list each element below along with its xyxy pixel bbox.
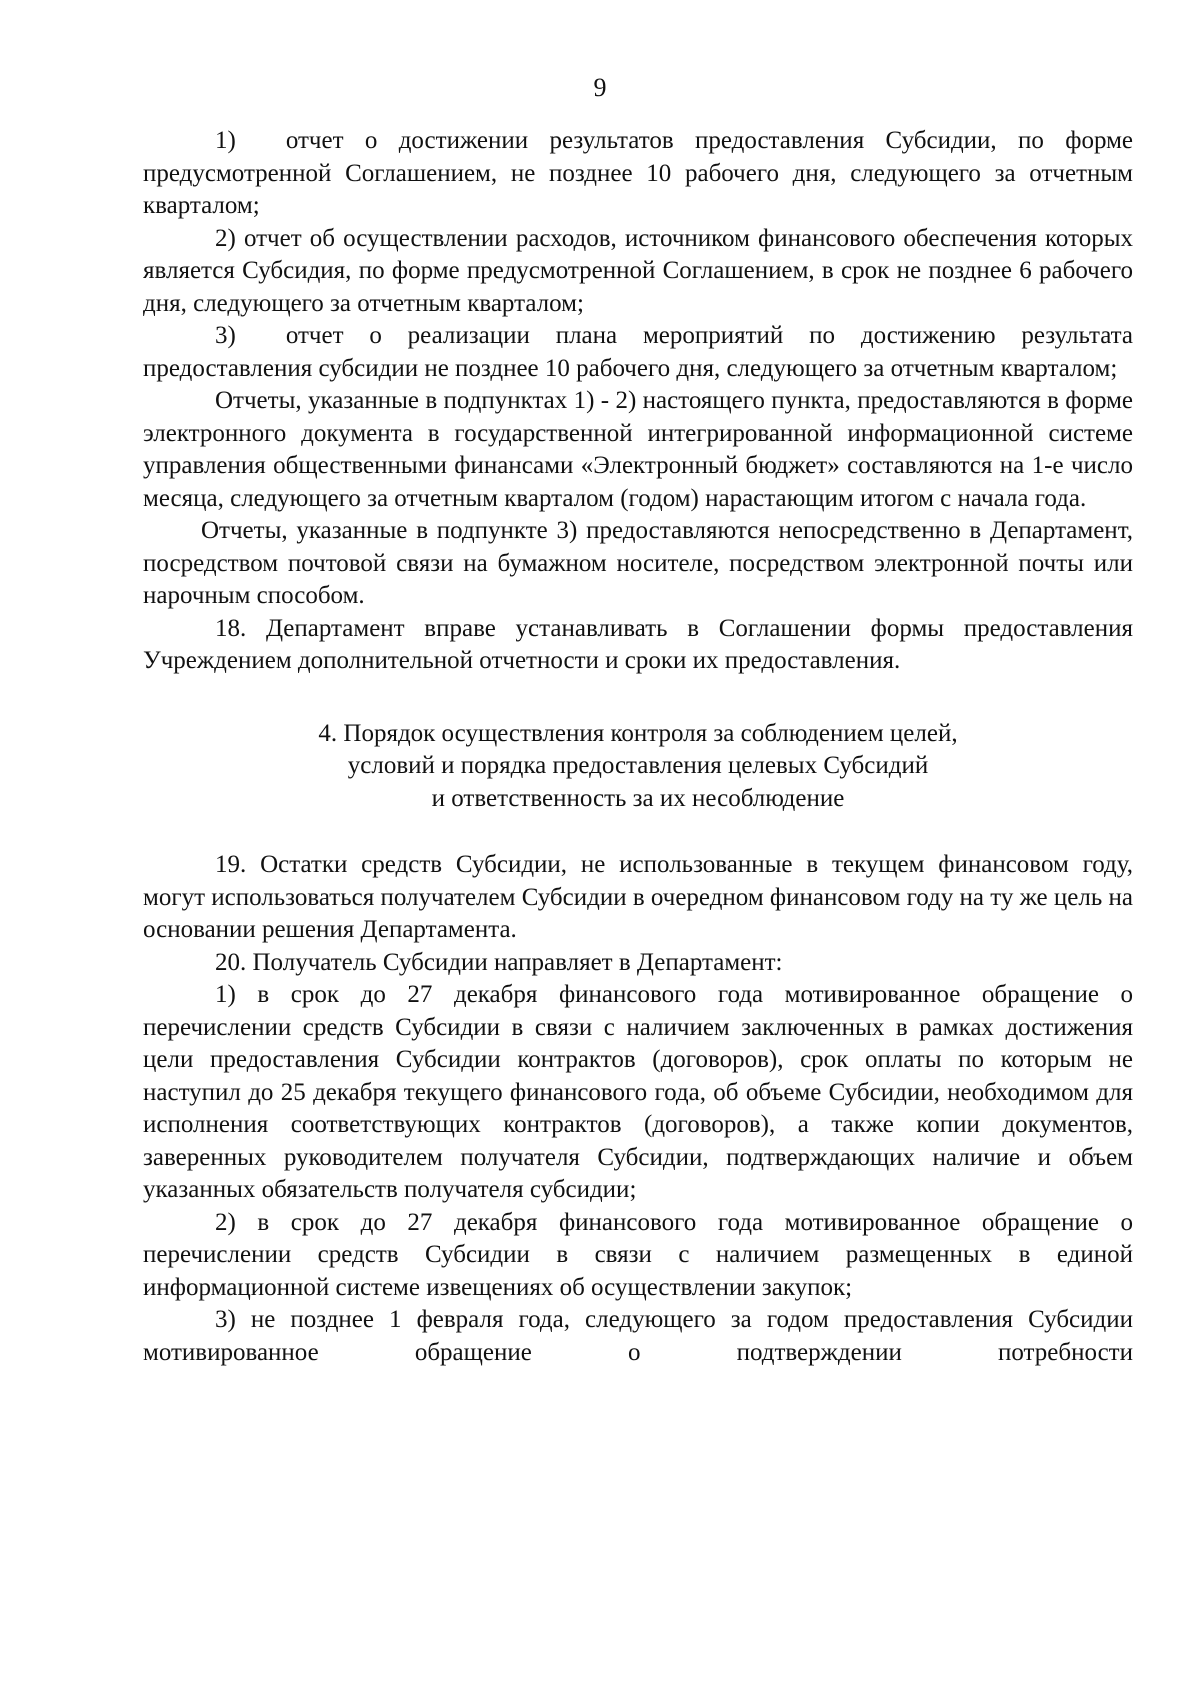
paragraph-reports-electronic: Отчеты, указанные в подпунктах 1) - 2) настоящего пункта, предоставляются в форме электронного документа в государственной интегрированной информационной системе управления общественными финансами «Электронный бюджет» составляются на 1-е число месяца, следующего за отчетным кварталом (годом) нарастающим итогом с начала года. [143,387,1133,512]
paragraph-item-20-1: 1) в срок до 27 декабря финансового года мотивированное обращение о перечислении средств Субсидии в связи с наличием заключенных в рамках достижения цели предоставления Субсидии контрактов (договоров), срок оплаты по которым не наступил до 25 декабря текущего финансового года, об объеме Субсидии, необходимом для исполнения соответствующих контрактов (договоров), а также копии документов, заверенных руководителем получателя Субсидии, подтверждающих наличие и объем указанных обязательств получателя субсидии; [143,981,1133,1203]
paragraph-item-19: 19. Остатки средств Субсидии, не использованные в текущем финансовом году, могут использоваться получателем Субсидии в очередном финансовом году на ту же цель на основании решения Департамента. [143,851,1133,943]
page-number: 9 [593,73,607,102]
section-heading [143,718,1133,816]
paragraph-reports-paper: Отчеты, указанные в подпункте 3) предоставляются непосредственно в Департамент, посредством почтовой связи на бумажном носителе, посредством электронной почты или нарочным способом. [143,517,1133,609]
document-body [143,125,1133,1369]
paragraph-item-20-3: 3) не позднее 1 февраля года, следующего за годом предоставления Субсидии мотивированное обращение о подтверждении потребности [143,1306,1133,1366]
section-heading-line-3: и ответственность за их несоблюдение [431,784,845,812]
paragraph-report-expenses: 2) отчет об осуществлении расходов, источником финансового обеспечения которых является Субсидия, по форме предусмотренной Соглашением, в срок не позднее 6 рабочего дня, следующего за отчетным кварталом; [143,224,1133,317]
section-heading-line-1: 4. Порядок осуществления контроля за соблюдением целей, [318,719,958,747]
paragraph-item-18: 18. Департамент вправе устанавливать в Соглашении формы предоставления Учреждением дополнительной отчетности и сроки их предоставления. [143,614,1133,674]
paragraph-report-plan: 3) отчет о реализации плана мероприятий по достижению результата предоставления субсидии не позднее 10 рабочего дня, следующего за отчетным кварталом; [143,322,1133,382]
section-heading-line-2: условий и порядка предоставления целевых Субсидий [347,752,929,779]
paragraph-item-20: 20. Получатель Субсидии направляет в Департамент: [215,948,783,976]
paragraph-report-results: 1) отчет о достижении результатов предоставления Субсидии, по форме предусмотренной Соглашением, не позднее 10 рабочего дня, следующего за отчетным кварталом; [143,127,1133,219]
paragraph-item-20-2: 2) в срок до 27 декабря финансового года мотивированное обращение о перечислении средств Субсидии в связи с наличием размещенных в единой информационной системе извещениях об осуществлении закупок; [143,1208,1133,1301]
